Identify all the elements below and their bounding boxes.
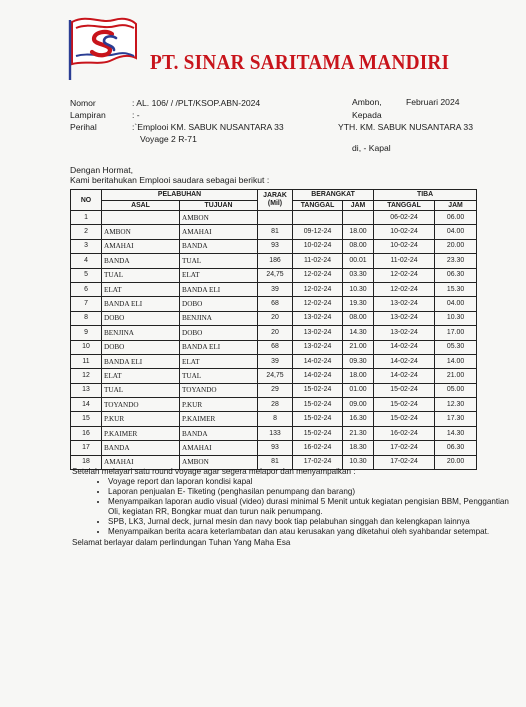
row-jarak: 24,75 — [258, 369, 293, 383]
perihal-value: :`Emplooi KM. SABUK NUSANTARA 33 — [132, 122, 284, 132]
row-dep-time: 08.00 — [343, 311, 374, 325]
header-arr-jam: JAM — [435, 200, 477, 211]
row-dep-date: 15-02-24 — [293, 412, 343, 426]
row-asal: AMAHAI — [102, 455, 180, 469]
row-asal — [102, 211, 180, 225]
row-jarak: 93 — [258, 441, 293, 455]
row-dep-time — [343, 211, 374, 225]
row-tujuan: DOBO — [180, 326, 258, 340]
kepada-label: Kepada — [352, 110, 382, 120]
row-no: 13 — [71, 383, 102, 397]
header-no: NO — [71, 190, 102, 211]
row-tujuan: TOYANDO — [180, 383, 258, 397]
row-asal: BENJINA — [102, 326, 180, 340]
row-jarak: 29 — [258, 383, 293, 397]
table-row — [71, 441, 477, 455]
row-no: 12 — [71, 369, 102, 383]
notes-list — [72, 477, 512, 537]
row-dep-time: 21.30 — [343, 426, 374, 440]
table-row — [71, 225, 477, 239]
table-row — [71, 326, 477, 340]
intro-text: Kami beritahukan Emplooi saudara sebagai berikut : — [70, 175, 270, 185]
row-arr-date: 17-02-24 — [374, 455, 435, 469]
row-no: 10 — [71, 340, 102, 354]
table-row — [71, 268, 477, 282]
row-no: 1 — [71, 211, 102, 225]
row-tujuan: TUAL — [180, 254, 258, 268]
row-dep-time: 00.01 — [343, 254, 374, 268]
row-dep-time: 10.30 — [343, 455, 374, 469]
letter-date: Februari 2024 — [406, 97, 460, 107]
row-arr-date: 10-02-24 — [374, 225, 435, 239]
row-no: 3 — [71, 239, 102, 253]
row-dep-time: 18.00 — [343, 369, 374, 383]
row-tujuan: BANDA — [180, 426, 258, 440]
row-arr-time: 14.30 — [435, 426, 477, 440]
row-arr-date: 06-02-24 — [374, 211, 435, 225]
header-tujuan: TUJUAN — [180, 200, 258, 211]
row-tujuan: ELAT — [180, 354, 258, 368]
company-logo — [66, 14, 140, 82]
row-asal: AMAHAI — [102, 239, 180, 253]
row-arr-date: 13-02-24 — [374, 311, 435, 325]
row-dep-time: 08.00 — [343, 239, 374, 253]
perihal-voyage: Voyage 2 R-71 — [140, 134, 197, 144]
row-jarak: 39 — [258, 354, 293, 368]
row-arr-date: 14-02-24 — [374, 354, 435, 368]
row-tujuan: DOBO — [180, 297, 258, 311]
row-dep-time: 18.00 — [343, 225, 374, 239]
closing-text: Selamat berlayar dalam perlindungan Tuhan Yang Maha Esa — [72, 538, 291, 547]
row-arr-date: 13-02-24 — [374, 297, 435, 311]
row-arr-date: 15-02-24 — [374, 412, 435, 426]
row-arr-date: 14-02-24 — [374, 340, 435, 354]
row-arr-time: 06.00 — [435, 211, 477, 225]
row-dep-date: 12-02-24 — [293, 282, 343, 296]
notes-item: • Laporan penjualan E- Tiketing (penghasilan penumpang dan barang) — [108, 487, 512, 497]
row-dep-date: 15-02-24 — [293, 398, 343, 412]
row-arr-time: 04.00 — [435, 225, 477, 239]
row-arr-time: 05.30 — [435, 340, 477, 354]
row-arr-date: 12-02-24 — [374, 282, 435, 296]
row-dep-date: 16-02-24 — [293, 441, 343, 455]
row-arr-date: 16-02-24 — [374, 426, 435, 440]
row-dep-date: 15-02-24 — [293, 426, 343, 440]
row-dep-time: 19.30 — [343, 297, 374, 311]
row-jarak: 133 — [258, 426, 293, 440]
row-no: 8 — [71, 311, 102, 325]
row-arr-date: 13-02-24 — [374, 326, 435, 340]
row-no: 11 — [71, 354, 102, 368]
row-arr-time: 14.00 — [435, 354, 477, 368]
row-dep-time: 09.30 — [343, 354, 374, 368]
row-asal: AMBON — [102, 225, 180, 239]
header-pelabuhan: PELABUHAN — [102, 190, 258, 201]
row-no: 6 — [71, 282, 102, 296]
row-asal: ELAT — [102, 369, 180, 383]
row-asal: P.KUR — [102, 412, 180, 426]
row-arr-time: 15.30 — [435, 282, 477, 296]
row-jarak: 186 — [258, 254, 293, 268]
row-tujuan: BANDA ELI — [180, 340, 258, 354]
company-name: PT. SINAR SARITAMA MANDIRI — [150, 50, 450, 74]
row-tujuan: P.KAIMER — [180, 412, 258, 426]
row-no: 4 — [71, 254, 102, 268]
row-no: 9 — [71, 326, 102, 340]
row-jarak: 93 — [258, 239, 293, 253]
table-row — [71, 254, 477, 268]
row-asal: ELAT — [102, 282, 180, 296]
row-no: 18 — [71, 455, 102, 469]
row-jarak: 8 — [258, 412, 293, 426]
place: Ambon, — [352, 97, 382, 107]
row-arr-time: 06.30 — [435, 441, 477, 455]
header-jarak-label: JARAK — [263, 192, 287, 199]
row-dep-time: 03.30 — [343, 268, 374, 282]
recipient: YTH. KM. SABUK NUSANTARA 33 — [338, 122, 473, 132]
row-dep-date — [293, 211, 343, 225]
table-row — [71, 297, 477, 311]
row-asal: TUAL — [102, 383, 180, 397]
row-dep-date: 09-12-24 — [293, 225, 343, 239]
row-dep-date: 17-02-24 — [293, 455, 343, 469]
row-arr-date: 14-02-24 — [374, 369, 435, 383]
row-dep-time: 10.30 — [343, 282, 374, 296]
greeting: Dengan Hormat, — [70, 165, 134, 175]
row-asal: BANDA ELI — [102, 297, 180, 311]
row-arr-time: 20.00 — [435, 455, 477, 469]
row-arr-date: 10-02-24 — [374, 239, 435, 253]
table-row — [71, 412, 477, 426]
row-asal: TOYANDO — [102, 398, 180, 412]
schedule-body — [71, 211, 477, 470]
header-dep-jam: JAM — [343, 200, 374, 211]
header-jarak-unit: (Mil) — [267, 200, 283, 207]
row-no: 15 — [71, 412, 102, 426]
header-arr-tanggal: TANGGAL — [374, 200, 435, 211]
notes-item: • SPB, LK3, Jurnal deck, jurnal mesin dan navy book tiap pelabuhan singgah dan kelengkapan lainnya — [108, 517, 512, 527]
table-row — [71, 383, 477, 397]
row-jarak: 68 — [258, 340, 293, 354]
row-tujuan: AMBON — [180, 455, 258, 469]
row-asal: TUAL — [102, 268, 180, 282]
row-dep-time: 16.30 — [343, 412, 374, 426]
row-dep-time: 21.00 — [343, 340, 374, 354]
row-tujuan: AMBON — [180, 211, 258, 225]
perihal-label: Perihal — [70, 122, 97, 132]
row-dep-time: 18.30 — [343, 441, 374, 455]
row-jarak: 20 — [258, 311, 293, 325]
row-dep-date: 12-02-24 — [293, 297, 343, 311]
row-no: 16 — [71, 426, 102, 440]
row-jarak: 24,75 — [258, 268, 293, 282]
notes-lead: Setelah melayari satu round voyage agar segera melapor dan menyampaikan : — [72, 467, 356, 476]
table-row — [71, 211, 477, 225]
header-berangkat: BERANGKAT — [293, 190, 374, 201]
row-asal: BANDA ELI — [102, 354, 180, 368]
row-arr-time: 17.00 — [435, 326, 477, 340]
notes-item: • Menyampaikan laporan audio visual (video) durasi minimal 5 Menit untuk kegiatan pengisian BBM, Penggantian Oli, kegiatan RR, Bongkar muat dan turun naik penumpang. — [108, 497, 512, 517]
table-row — [71, 282, 477, 296]
row-no: 14 — [71, 398, 102, 412]
row-arr-date: 12-02-24 — [374, 268, 435, 282]
row-arr-time: 05.00 — [435, 383, 477, 397]
row-jarak: 39 — [258, 282, 293, 296]
row-dep-date: 12-02-24 — [293, 268, 343, 282]
row-asal: DOBO — [102, 340, 180, 354]
row-jarak: 81 — [258, 225, 293, 239]
table-row — [71, 354, 477, 368]
row-dep-date: 14-02-24 — [293, 369, 343, 383]
row-no: 2 — [71, 225, 102, 239]
table-row — [71, 311, 477, 325]
header-asal: ASAL — [102, 200, 180, 211]
row-tujuan: AMAHAI — [180, 225, 258, 239]
row-tujuan: BENJINA — [180, 311, 258, 325]
row-no: 17 — [71, 441, 102, 455]
row-dep-date: 13-02-24 — [293, 340, 343, 354]
row-jarak: 28 — [258, 398, 293, 412]
table-row — [71, 369, 477, 383]
row-tujuan: AMAHAI — [180, 441, 258, 455]
row-jarak — [258, 211, 293, 225]
row-dep-date: 10-02-24 — [293, 239, 343, 253]
row-dep-time: 09.00 — [343, 398, 374, 412]
row-arr-time: 10.30 — [435, 311, 477, 325]
header-tiba: TIBA — [374, 190, 477, 201]
row-asal: BANDA — [102, 254, 180, 268]
row-arr-time: 23.30 — [435, 254, 477, 268]
nomor-value: : AL. 106/ / /PLT/KSOP.ABN-2024 — [132, 98, 261, 108]
row-arr-time: 20.00 — [435, 239, 477, 253]
table-row — [71, 398, 477, 412]
row-arr-date: 15-02-24 — [374, 383, 435, 397]
row-tujuan: BANDA ELI — [180, 282, 258, 296]
lampiran-value: : - — [132, 110, 140, 120]
row-tujuan: P.KUR — [180, 398, 258, 412]
row-no: 5 — [71, 268, 102, 282]
row-dep-date: 11-02-24 — [293, 254, 343, 268]
notes-section — [72, 466, 512, 548]
row-tujuan: BANDA — [180, 239, 258, 253]
row-dep-time: 14.30 — [343, 326, 374, 340]
row-jarak: 68 — [258, 297, 293, 311]
row-arr-date: 11-02-24 — [374, 254, 435, 268]
row-arr-date: 17-02-24 — [374, 441, 435, 455]
row-asal: BANDA — [102, 441, 180, 455]
row-tujuan: ELAT — [180, 268, 258, 282]
schedule-table — [70, 189, 477, 470]
row-arr-time: 21.00 — [435, 369, 477, 383]
header-jarak — [258, 190, 293, 211]
row-arr-time: 12.30 — [435, 398, 477, 412]
row-dep-time: 01.00 — [343, 383, 374, 397]
row-dep-date: 13-02-24 — [293, 311, 343, 325]
row-arr-time: 06.30 — [435, 268, 477, 282]
table-row — [71, 426, 477, 440]
row-dep-date: 14-02-24 — [293, 354, 343, 368]
row-jarak: 20 — [258, 326, 293, 340]
lampiran-label: Lampiran — [70, 110, 106, 120]
row-asal: P.KAIMER — [102, 426, 180, 440]
row-no: 7 — [71, 297, 102, 311]
row-tujuan: TUAL — [180, 369, 258, 383]
row-asal: DOBO — [102, 311, 180, 325]
row-jarak: 81 — [258, 455, 293, 469]
row-arr-time: 17.30 — [435, 412, 477, 426]
recipient-location: di, - Kapal — [352, 143, 391, 153]
table-row — [71, 340, 477, 354]
header-dep-tanggal: TANGGAL — [293, 200, 343, 211]
table-row — [71, 239, 477, 253]
row-dep-date: 15-02-24 — [293, 383, 343, 397]
notes-item: • Voyage report dan laporan kondisi kapal — [108, 477, 512, 487]
row-dep-date: 13-02-24 — [293, 326, 343, 340]
notes-item: • Menyampaikan berita acara keterlambatan dan atau kerusakan yang diketahui oleh syahbandar setempat. — [108, 527, 512, 537]
nomor-label: Nomor — [70, 98, 96, 108]
row-arr-time: 04.00 — [435, 297, 477, 311]
row-arr-date: 15-02-24 — [374, 398, 435, 412]
